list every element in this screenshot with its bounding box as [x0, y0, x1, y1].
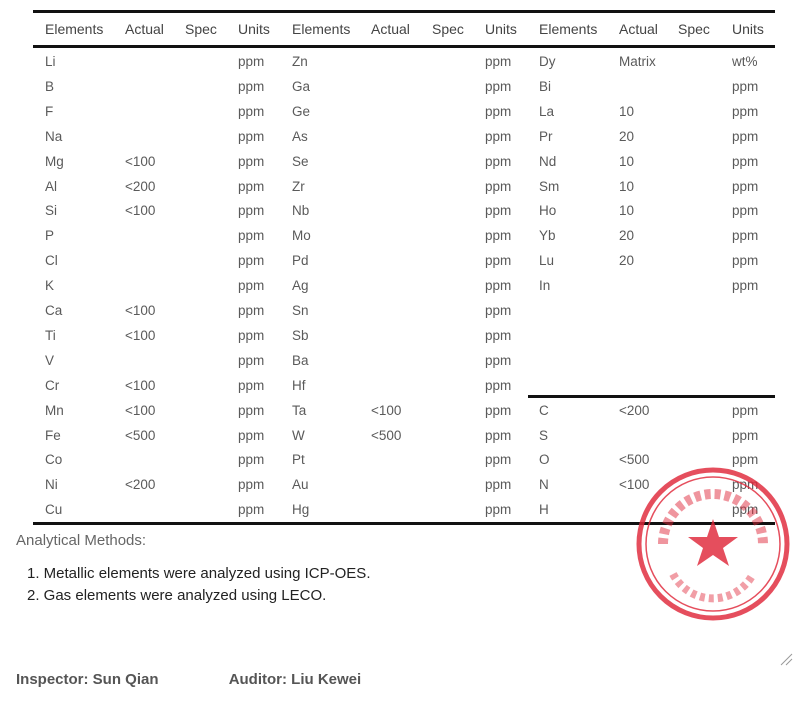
cell-units-2: ppm — [485, 327, 512, 343]
cell-actual-3: 10 — [619, 153, 635, 169]
cell-actual-1: <100 — [125, 153, 156, 169]
table-row — [33, 326, 775, 350]
cell-units-1: ppm — [238, 327, 265, 343]
cell-elem-1: V — [45, 352, 55, 368]
cell-units-3: ppm — [732, 78, 759, 94]
cell-actual-1: <100 — [125, 377, 156, 393]
cell-elem-2: As — [292, 128, 308, 144]
cell-units-1: ppm — [238, 178, 265, 194]
header-actual-2: Actual — [371, 21, 410, 37]
table-header-row — [33, 19, 775, 43]
cell-elem-1: Co — [45, 452, 63, 468]
cell-elem-2: Ba — [292, 352, 309, 368]
cell-actual-3: 10 — [619, 103, 635, 119]
cell-actual-1: <200 — [125, 477, 156, 493]
cell-elem-2: Mo — [292, 228, 311, 244]
cell-elem-3: Bi — [539, 78, 552, 94]
cell-units-2: ppm — [485, 228, 512, 244]
cell-elem-2: Zn — [292, 54, 308, 69]
cell-units-1: ppm — [238, 377, 265, 393]
cell-elem-3: In — [539, 278, 551, 294]
header-spec-1: Spec — [185, 21, 217, 37]
table-row — [33, 401, 775, 425]
cell-units-1: ppm — [238, 253, 265, 269]
cell-elem-1: Si — [45, 203, 58, 219]
cell-actual-1: <200 — [125, 178, 156, 194]
analysis-results-table — [33, 10, 775, 526]
cell-units-1: ppm — [238, 78, 265, 94]
cell-actual-3: 20 — [619, 128, 635, 144]
cell-elem-2: Se — [292, 153, 309, 169]
cell-elem-2: Ge — [292, 103, 311, 119]
header-units-3: Units — [732, 21, 764, 37]
cell-units-2: ppm — [485, 78, 512, 94]
table-row — [33, 276, 775, 300]
cell-units-2: ppm — [485, 54, 512, 69]
cell-elem-3: Pr — [539, 128, 553, 144]
signature-line — [16, 671, 361, 688]
method-item-icp: 1. Metallic elements were analyzed using ICP-OES. — [27, 565, 371, 582]
cell-elem-3: La — [539, 103, 555, 119]
table-row — [33, 77, 775, 101]
cell-elem-1: Cr — [45, 377, 60, 393]
table-row — [33, 102, 775, 126]
cell-elem-3: Lu — [539, 253, 555, 269]
cell-units-1: ppm — [238, 228, 265, 244]
cell-units-3: ppm — [732, 477, 759, 493]
cell-elem-1: P — [45, 228, 55, 244]
cell-actual-3: Matrix — [619, 54, 656, 69]
cell-units-1: ppm — [238, 128, 265, 144]
cell-units-1: ppm — [238, 352, 265, 368]
cell-actual-3: 20 — [619, 228, 635, 244]
table-top-rule — [33, 10, 775, 13]
cell-units-3: ppm — [732, 502, 759, 518]
cell-actual-3: <100 — [619, 477, 650, 493]
cell-units-2: ppm — [485, 153, 512, 169]
cell-elem-1: Ca — [45, 303, 63, 318]
cell-elem-3: N — [539, 477, 549, 493]
table-row — [33, 152, 775, 176]
cell-actual-3: <500 — [619, 452, 650, 468]
header-elements-1: Elements — [45, 21, 104, 37]
cell-units-1: ppm — [238, 54, 265, 69]
cell-elem-3: H — [539, 502, 549, 518]
cell-elem-2: Sn — [292, 303, 309, 318]
cell-elem-1: F — [45, 103, 54, 119]
cell-elem-2: Sb — [292, 327, 309, 343]
cell-actual-1: <100 — [125, 402, 156, 418]
header-elements-3: Elements — [539, 21, 598, 37]
cell-elem-2: Ta — [292, 402, 307, 418]
inspector-label: Inspector: Sun Qian — [16, 671, 159, 688]
table-row — [33, 351, 775, 375]
cell-units-2: ppm — [485, 427, 512, 443]
cell-elem-1: Mg — [45, 153, 64, 169]
table-row — [33, 127, 775, 151]
cell-units-1: ppm — [238, 303, 265, 318]
cell-actual-2: <100 — [371, 402, 402, 418]
table-row — [33, 426, 775, 450]
header-spec-3: Spec — [678, 21, 710, 37]
cell-elem-2: Ag — [292, 278, 309, 294]
cell-elem-1: Li — [45, 54, 56, 69]
cell-actual-3: 10 — [619, 178, 635, 194]
cell-units-2: ppm — [485, 377, 512, 393]
cell-actual-1: <500 — [125, 427, 156, 443]
cell-units-3: ppm — [732, 153, 759, 169]
cell-elem-3: Ho — [539, 203, 557, 219]
cell-units-2: ppm — [485, 502, 512, 518]
cell-units-1: ppm — [238, 477, 265, 493]
cell-units-2: ppm — [485, 178, 512, 194]
auditor-label: Auditor: Liu Kewei — [228, 671, 362, 688]
cell-elem-3: Nd — [539, 153, 557, 169]
cell-units-2: ppm — [485, 128, 512, 144]
cell-actual-3: 20 — [619, 253, 635, 269]
cell-elem-3: Sm — [539, 178, 560, 194]
cell-actual-1: <100 — [125, 203, 156, 219]
cell-units-1: ppm — [238, 203, 265, 219]
cell-elem-2: Nb — [292, 203, 310, 219]
cell-elem-3: Dy — [539, 54, 556, 69]
cell-elem-1: Fe — [45, 427, 61, 443]
cell-elem-1: B — [45, 78, 55, 94]
cell-elem-1: Na — [45, 128, 63, 144]
cell-units-1: ppm — [238, 452, 265, 468]
cell-elem-2: W — [292, 427, 305, 443]
cell-units-2: ppm — [485, 452, 512, 468]
cell-actual-1: <100 — [125, 327, 156, 343]
cell-units-3: ppm — [732, 452, 759, 468]
cell-units-2: ppm — [485, 352, 512, 368]
cell-elem-2: Au — [292, 477, 309, 493]
header-spec-2: Spec — [432, 21, 464, 37]
header-units-2: Units — [485, 21, 517, 37]
cell-actual-3: <200 — [619, 402, 650, 418]
header-actual-1: Actual — [125, 21, 164, 37]
cell-elem-3: S — [539, 427, 549, 443]
header-units-1: Units — [238, 21, 270, 37]
cell-units-1: ppm — [238, 153, 265, 169]
cell-actual-2: <500 — [371, 427, 402, 443]
gas-section-rule — [528, 395, 775, 398]
cell-actual-1: <100 — [125, 303, 156, 318]
cell-units-3: ppm — [732, 203, 759, 219]
cell-units-2: ppm — [485, 303, 512, 318]
method-item-leco: 2. Gas elements were analyzed using LECO. — [27, 587, 327, 604]
cell-elem-2: Ga — [292, 78, 311, 94]
cell-elem-1: Ti — [45, 327, 56, 343]
cell-units-2: ppm — [485, 477, 512, 493]
cell-units-3: ppm — [732, 278, 759, 294]
cell-units-1: ppm — [238, 402, 265, 418]
table-header-rule — [33, 45, 775, 48]
header-actual-3: Actual — [619, 21, 658, 37]
cell-units-2: ppm — [485, 203, 512, 219]
resize-grip-icon[interactable] — [779, 652, 793, 666]
cell-elem-2: Pt — [292, 452, 305, 468]
cell-elem-1: K — [45, 278, 55, 294]
cell-units-2: ppm — [485, 253, 512, 269]
cell-elem-2: Pd — [292, 253, 309, 269]
methods-title: Analytical Methods: — [16, 532, 147, 549]
cell-units-3: ppm — [732, 228, 759, 244]
table-row — [33, 301, 775, 325]
cell-units-1: ppm — [238, 502, 265, 518]
cell-elem-1: Cu — [45, 502, 63, 518]
cell-units-2: ppm — [485, 402, 512, 418]
table-row — [33, 201, 775, 225]
cell-units-3: ppm — [732, 178, 759, 194]
cell-elem-3: C — [539, 402, 549, 418]
table-row — [33, 226, 775, 250]
cell-units-3: ppm — [732, 103, 759, 119]
cell-elem-1: Cl — [45, 253, 58, 269]
table-row — [33, 251, 775, 275]
cell-units-3: ppm — [732, 427, 759, 443]
cell-units-3: wt% — [732, 54, 758, 69]
cell-elem-2: Hg — [292, 502, 310, 518]
company-seal-icon — [633, 464, 793, 624]
cell-units-1: ppm — [238, 103, 265, 119]
cell-actual-3: 10 — [619, 203, 635, 219]
cell-elem-2: Zr — [292, 178, 305, 194]
cell-units-3: ppm — [732, 128, 759, 144]
cell-elem-1: Al — [45, 178, 58, 194]
table-row — [33, 177, 775, 201]
cell-elem-2: Hf — [292, 377, 306, 393]
table-row — [33, 52, 775, 76]
cell-elem-3: Yb — [539, 228, 556, 244]
header-elements-2: Elements — [292, 21, 351, 37]
cell-units-1: ppm — [238, 427, 265, 443]
cell-units-2: ppm — [485, 278, 512, 294]
cell-units-3: ppm — [732, 402, 759, 418]
cell-elem-3: O — [539, 452, 550, 468]
cell-elem-1: Ni — [45, 477, 58, 493]
cell-elem-1: Mn — [45, 402, 64, 418]
cell-units-1: ppm — [238, 278, 265, 294]
cell-units-3: ppm — [732, 253, 759, 269]
methods-list — [27, 564, 370, 608]
cell-units-2: ppm — [485, 103, 512, 119]
